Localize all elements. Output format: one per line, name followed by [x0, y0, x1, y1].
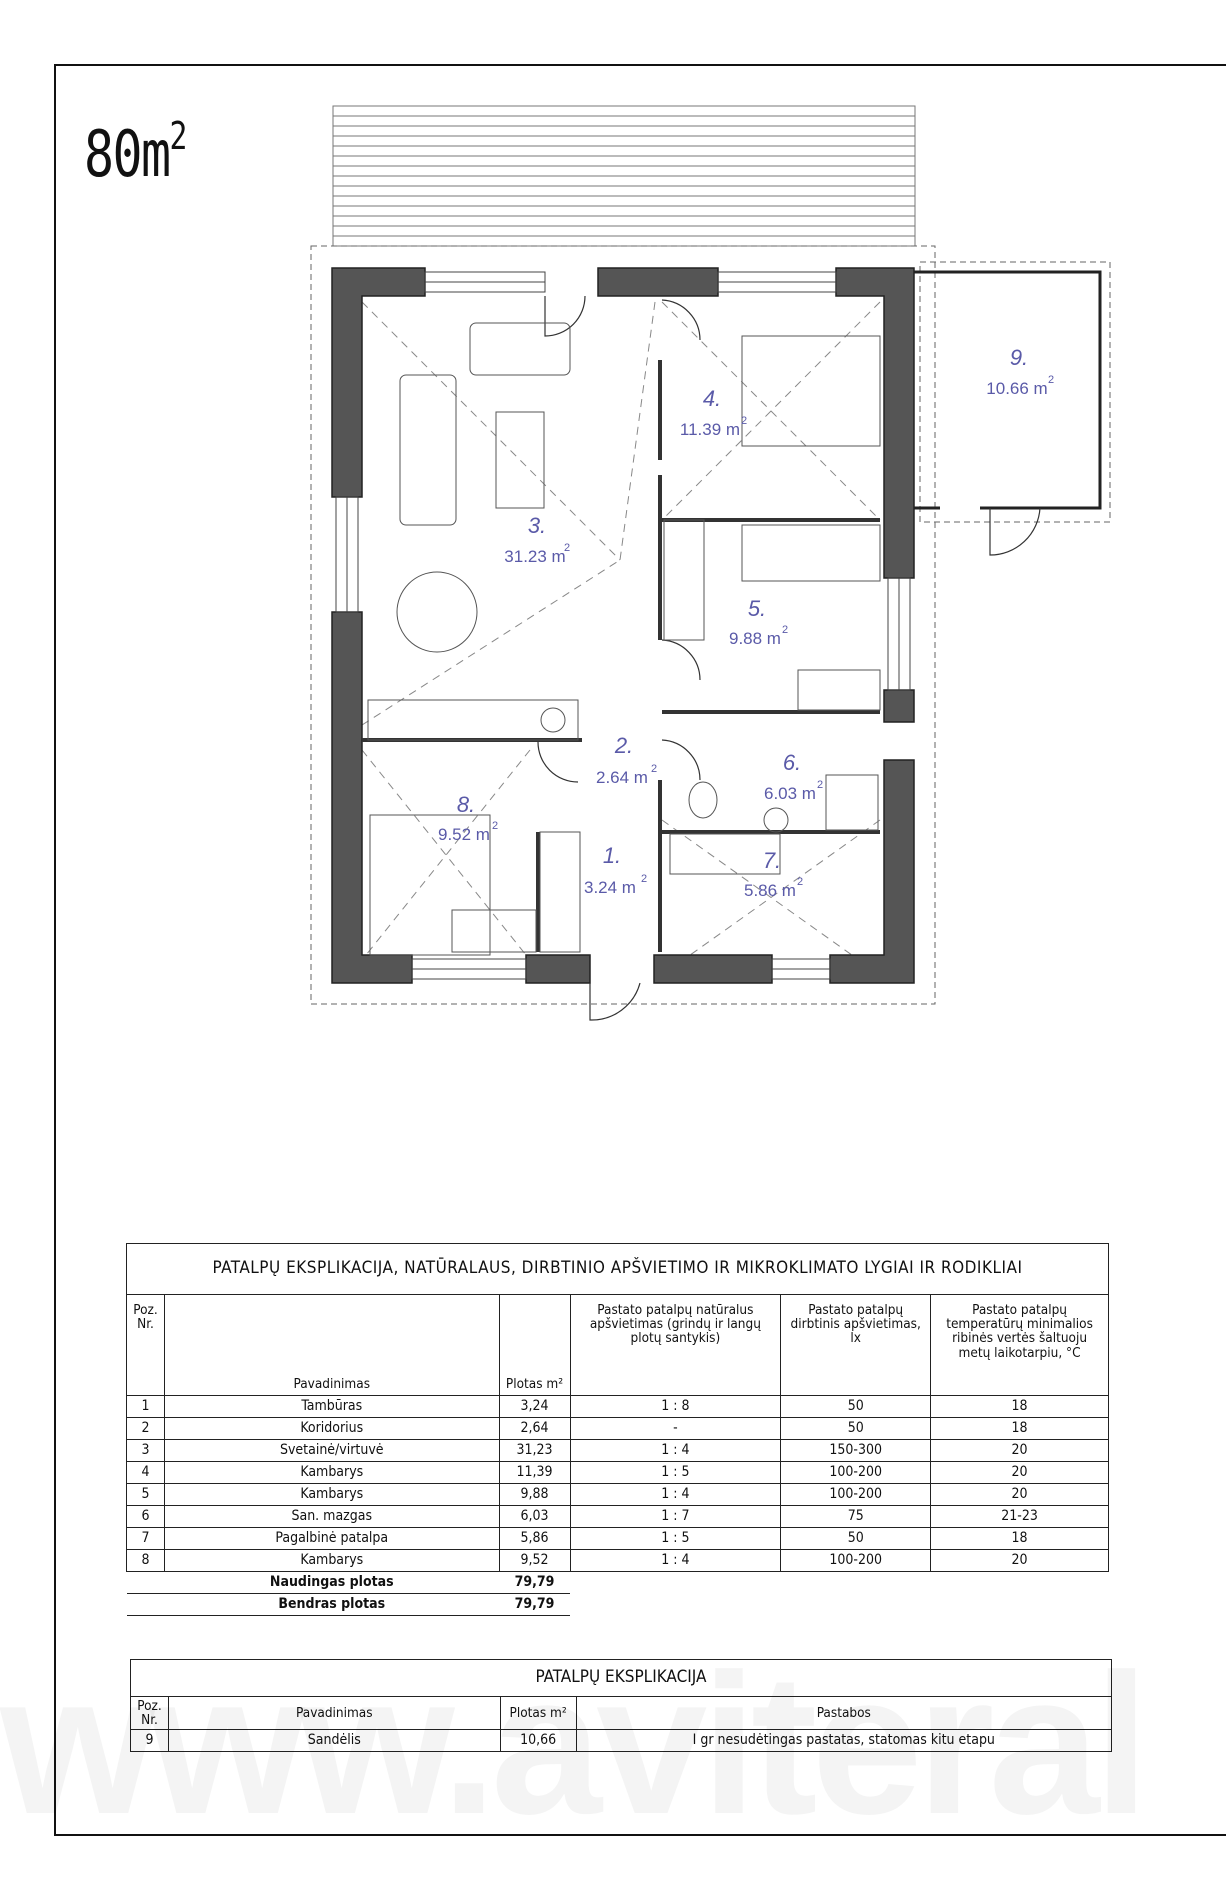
room-2-area: 2.64 m: [596, 768, 648, 787]
roof-outline: [311, 246, 1110, 1004]
room-6-number: 6.: [782, 750, 802, 775]
svg-text:2: 2: [797, 876, 804, 888]
svg-text:2: 2: [817, 779, 824, 791]
header-poz: Poz. Nr.: [127, 1295, 165, 1396]
header-temperature: Pastato patalpų temperatūrų minimalios ribinės vertės šaltuoju metų laikotarpiu, °C: [931, 1295, 1109, 1396]
room-explication-table: [126, 1243, 1109, 1616]
svg-text:2: 2: [641, 873, 648, 885]
room-1-area: 3.24 m: [584, 878, 636, 897]
room-2-number: 2.: [614, 733, 634, 758]
room-6-area: 6.03 m: [764, 784, 816, 803]
room-7-number: 7.: [762, 848, 782, 873]
table1-title: PATALPŲ EKSPLIKACIJA, NATŪRALAUS, DIRBTINIO APŠVIETIMO IR MIKROKLIMATO LYGIAI IR RODIKLIAI: [127, 1244, 1109, 1295]
header-area: Plotas m²: [500, 1697, 576, 1730]
table-row: 3 Svetainė/virtuvė 31,23 1 : 4 150-300 20: [127, 1440, 1109, 1462]
header-natural-light: Pastato patalpų natūralus apšvietimas (grindų ir langų plotų santykis): [570, 1295, 781, 1396]
svg-text:2: 2: [741, 415, 748, 427]
svg-text:2: 2: [564, 542, 571, 554]
header-artificial-light: Pastato patalpų dirbtinis apšvietimas, lx: [781, 1295, 931, 1396]
table-row: 2 Koridorius 2,64 - 50 18: [127, 1418, 1109, 1440]
room-3-area: 31.23 m: [504, 547, 566, 566]
room-4-number: 4.: [702, 386, 722, 411]
table-row: 7 Pagalbinė patalpa 5,86 1 : 5 50 18: [127, 1528, 1109, 1550]
header-notes: Pastabos: [576, 1697, 1111, 1730]
svg-text:2: 2: [1048, 374, 1055, 386]
table-row: 1 Tambūras 3,24 1 : 8 50 18: [127, 1396, 1109, 1418]
room-4-area: 11.39 m: [679, 420, 741, 439]
header-name: Pavadinimas: [168, 1697, 500, 1730]
total-area-label: Bendras plotas: [164, 1594, 499, 1616]
table2-title: PATALPŲ EKSPLIKACIJA: [131, 1660, 1112, 1697]
header-poz: Poz. Nr.: [131, 1697, 169, 1730]
total-area-row: [127, 1594, 1109, 1616]
svg-text:2: 2: [492, 820, 499, 832]
table-row: 6 San. mazgas 6,03 1 : 7 75 21-23: [127, 1506, 1109, 1528]
room-8-area: 9.52 m: [438, 825, 490, 844]
total-area-value: 79,79: [499, 1594, 570, 1616]
room-diagonals: [362, 302, 880, 975]
room-7-area: 5.86 m: [744, 881, 796, 900]
table-row: 5 Kambarys 9,88 1 : 4 100-200 20: [127, 1484, 1109, 1506]
room-3-number: 3.: [527, 513, 547, 538]
terrace: [333, 106, 915, 246]
useful-area-value: 79,79: [499, 1572, 570, 1594]
table-row: 4 Kambarys 11,39 1 : 5 100-200 20: [127, 1462, 1109, 1484]
furniture: [368, 323, 880, 955]
room-labels: [438, 345, 1054, 900]
header-name: Pavadinimas: [164, 1295, 499, 1396]
watermark: [0, 1630, 1226, 1860]
svg-text:2: 2: [782, 624, 789, 636]
useful-area-row: [127, 1572, 1109, 1594]
room-1-number: 1.: [602, 843, 622, 868]
room-9-number: 9.: [1009, 345, 1029, 370]
svg-text:2: 2: [651, 763, 658, 775]
doors: [538, 296, 1040, 1020]
room-9-area: 10.66 m: [986, 379, 1048, 398]
room-8-number: 8.: [456, 792, 476, 817]
area-title: $80m^2$: [84, 114, 186, 192]
room-5-area: 9.88 m: [729, 629, 781, 648]
windows: [336, 272, 910, 979]
room-5-number: 5.: [747, 596, 767, 621]
useful-area-label: Naudingas plotas: [164, 1572, 499, 1594]
header-area: Plotas m²: [499, 1295, 570, 1396]
table-row: 9 Sandėlis 10,66 I gr nesudėtingas pastatas, statomas kitu etapu: [131, 1730, 1112, 1752]
table-row: 8 Kambarys 9,52 1 : 4 100-200 20: [127, 1550, 1109, 1572]
